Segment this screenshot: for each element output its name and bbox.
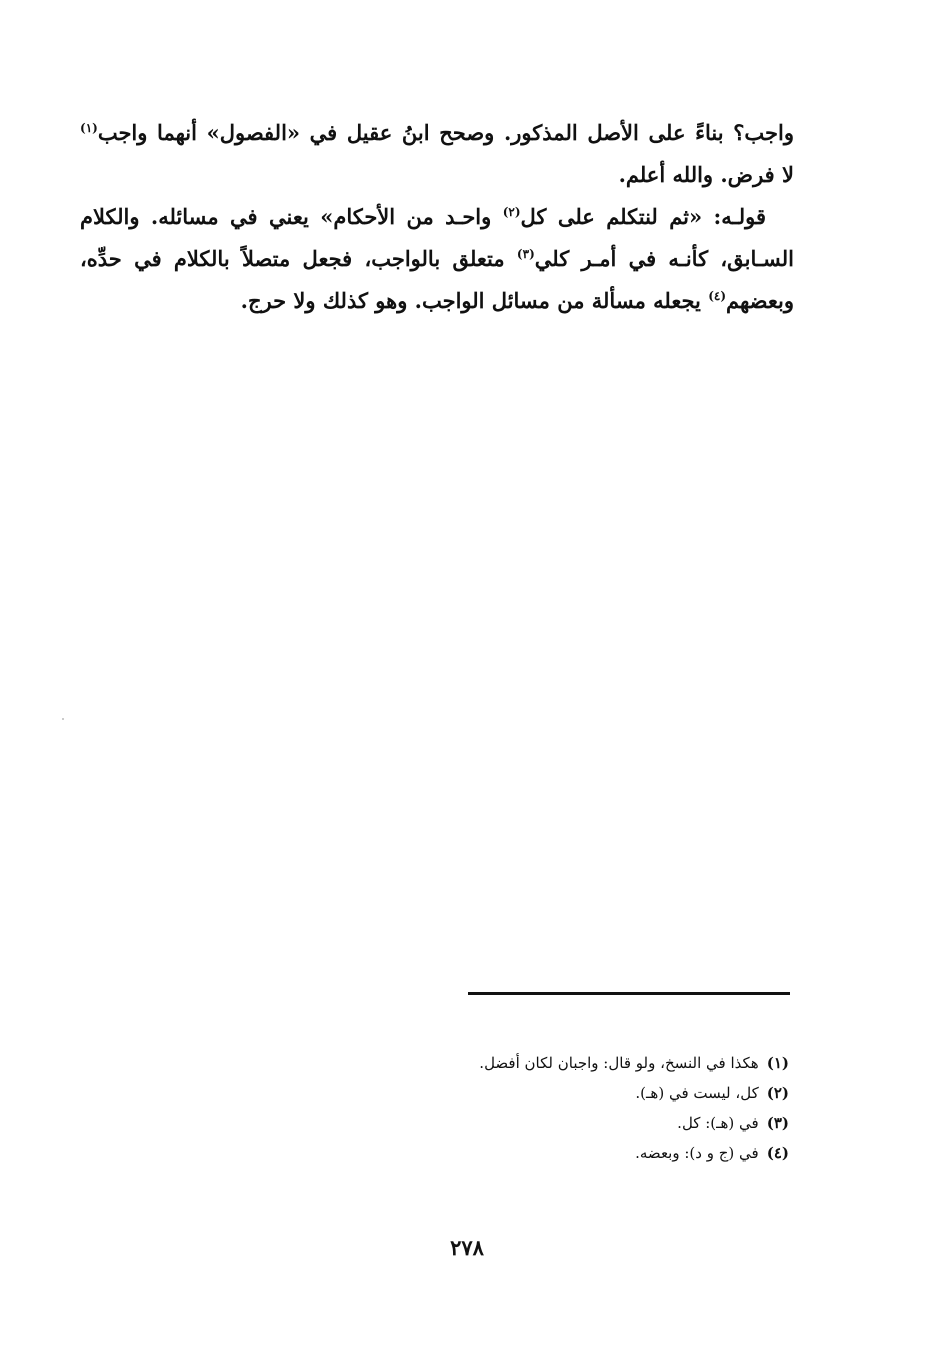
body-line-2 bbox=[80, 154, 794, 196]
footnote-ref-1: (١) bbox=[80, 121, 98, 135]
main-text-block bbox=[80, 112, 794, 322]
footnotes-block bbox=[289, 1048, 789, 1168]
footnote-text: كل، ليست في (هـ). bbox=[635, 1084, 759, 1102]
body-text: وبعضهم bbox=[726, 288, 794, 313]
scan-speck bbox=[62, 718, 64, 720]
footnote-3 bbox=[289, 1108, 789, 1138]
footnote-ref-3: (٣) bbox=[516, 247, 535, 261]
body-text: السـابق، كأنـه في أمـر كلي bbox=[534, 246, 794, 271]
footnote-ref-2: (٢) bbox=[502, 205, 521, 219]
page-number: ٢٧٨ bbox=[450, 1235, 484, 1260]
footnote-number: (٣) bbox=[766, 1114, 789, 1132]
footnote-2 bbox=[289, 1078, 789, 1108]
body-text: متعلق بالواجب، فجعل متصلاً بالكلام في حدِّه، bbox=[80, 246, 517, 271]
body-text: لا فرض. والله أعلم. bbox=[618, 162, 794, 187]
footnote-text: هكذا في النسخ، ولو قال: واجبان لكان أفضل. bbox=[479, 1054, 759, 1072]
footnote-number: (١) bbox=[766, 1054, 789, 1072]
footnote-ref-4: (٤) bbox=[708, 289, 727, 303]
body-line-1 bbox=[80, 112, 794, 154]
footnote-text: في (هـ): كل. bbox=[677, 1114, 759, 1132]
body-text: قولـه: «ثم لنتكلم على كل bbox=[520, 204, 766, 229]
body-line-3 bbox=[80, 196, 794, 238]
body-text: واحـد من الأحكام» يعني في مسائله. والكلام bbox=[80, 204, 503, 229]
body-line-4 bbox=[80, 238, 794, 280]
footnote-1 bbox=[289, 1048, 789, 1078]
footnote-number: (٤) bbox=[766, 1144, 789, 1162]
footnote-number: (٢) bbox=[766, 1084, 789, 1102]
footnote-text: في (ج و د): وبعضه. bbox=[635, 1144, 759, 1162]
body-text: يجعله مسألة من مسائل الواجب. وهو كذلك ولا حرج. bbox=[240, 288, 709, 313]
body-line-5 bbox=[80, 280, 794, 322]
footnote-4 bbox=[289, 1138, 789, 1168]
footnote-divider bbox=[468, 992, 790, 995]
body-text: واجب؟ بناءً على الأصل المذكور. وصحح ابنُ عقيل في «الفصول» أنهما واجب bbox=[97, 120, 794, 145]
